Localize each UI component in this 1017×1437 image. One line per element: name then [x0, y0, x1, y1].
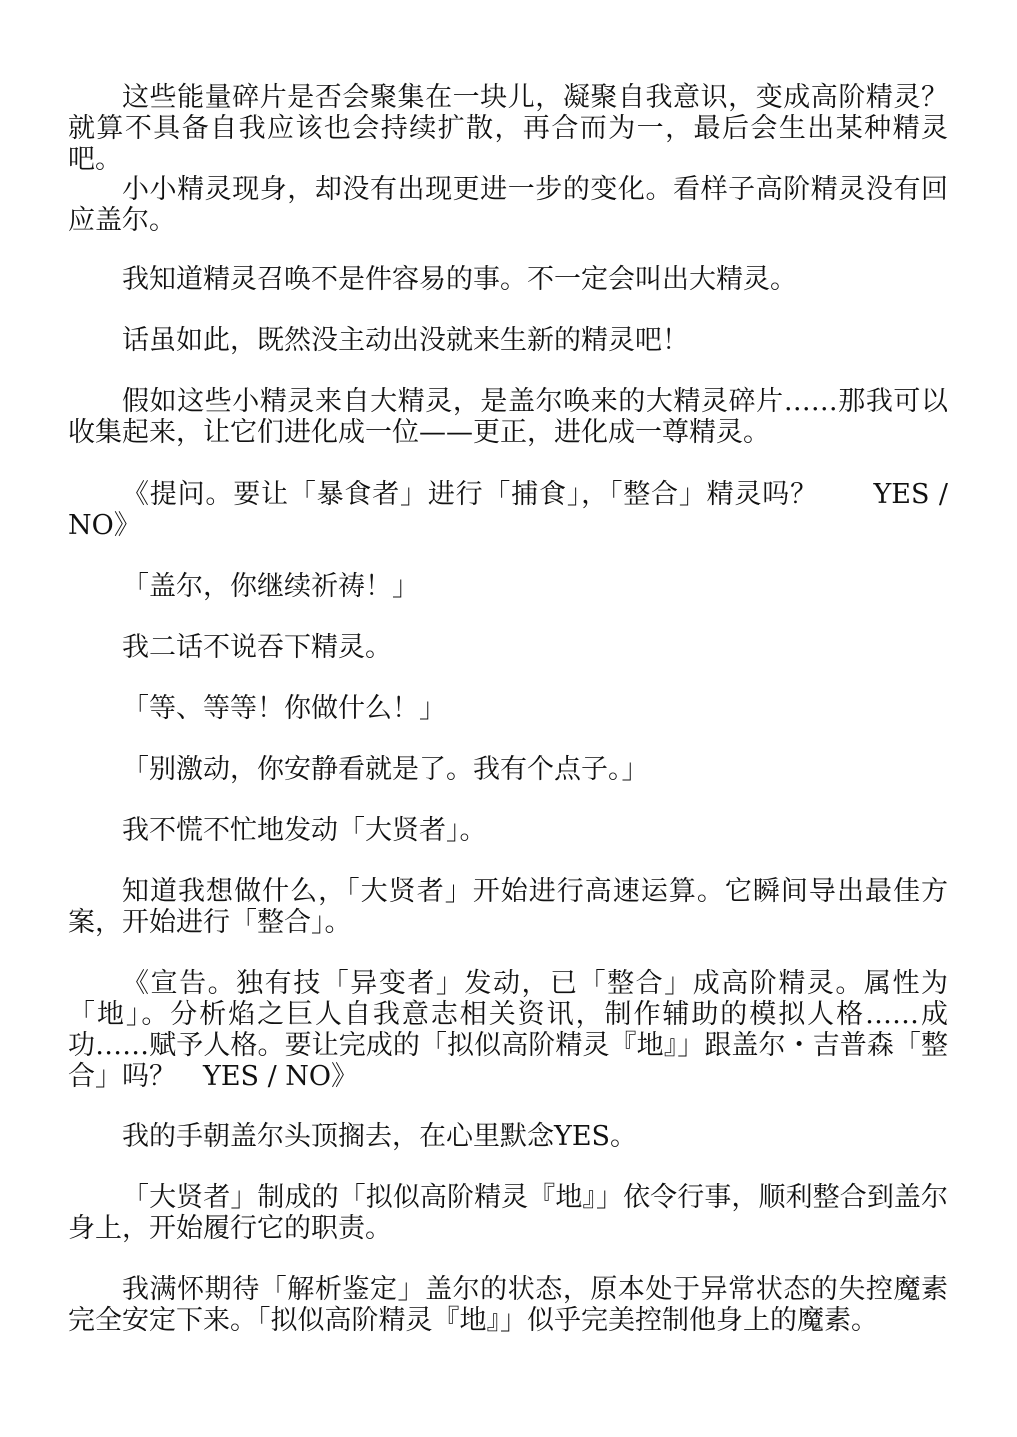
- paragraph: 这些能量碎片是否会聚集在一块儿，凝聚自我意识，变成高阶精灵？就算不具备自我应该也会持续扩散，再合而为一，最后会生出某种精灵吧。: [68, 82, 948, 175]
- paragraph: 假如这些小精灵来自大精灵，是盖尔唤来的大精灵碎片……那我可以收集起来，让它们进化成一位——更正，进化成一尊精灵。: [68, 386, 948, 448]
- paragraph: 「等、等等！你做什么！」: [122, 693, 446, 724]
- paragraph: 「盖尔，你继续祈祷！」: [122, 571, 419, 602]
- paragraph: 我不慌不忙地发动「大贤者」。: [122, 815, 487, 846]
- paragraph: 我的手朝盖尔头顶搁去，在心里默念YES。: [122, 1121, 638, 1152]
- paragraph: 我二话不说吞下精灵。: [122, 632, 392, 663]
- paragraph: 小小精灵现身，却没有出现更进一步的变化。看样子高阶精灵没有回应盖尔。: [68, 174, 948, 236]
- paragraph: 话虽如此，既然没主动出没就来生新的精灵吧！: [122, 325, 689, 356]
- paragraph: 「大贤者」制成的「拟似高阶精灵『地』」依令行事，顺利整合到盖尔身上，开始履行它的职责。: [68, 1182, 948, 1244]
- paragraph: 知道我想做什么，「大贤者」开始进行高速运算。它瞬间导出最佳方案，开始进行「整合」。: [68, 876, 948, 938]
- paragraph: 《提问。要让「暴食者」进行「捕食」，「整合」精灵吗？ YES / NO》: [68, 479, 948, 541]
- paragraph: 我满怀期待「解析鉴定」盖尔的状态，原本处于异常状态的失控魔素完全安定下来。「拟似高阶精灵『地』」似乎完美控制他身上的魔素。: [68, 1274, 948, 1336]
- paragraph: 我知道精灵召唤不是件容易的事。不一定会叫出大精灵。: [122, 264, 797, 295]
- paragraph: 「别激动，你安静看就是了。我有个点子。」: [122, 754, 649, 785]
- paragraph: 《宣告。独有技「异变者」发动，已「整合」成高阶精灵。属性为「地」。分析焰之巨人自我意志相关资讯，制作辅助的模拟人格……成功……赋予人格。要让完成的「拟似高阶精灵『地』」跟盖尔・吉普森「整合」吗？ YES / NO》: [68, 968, 948, 1092]
